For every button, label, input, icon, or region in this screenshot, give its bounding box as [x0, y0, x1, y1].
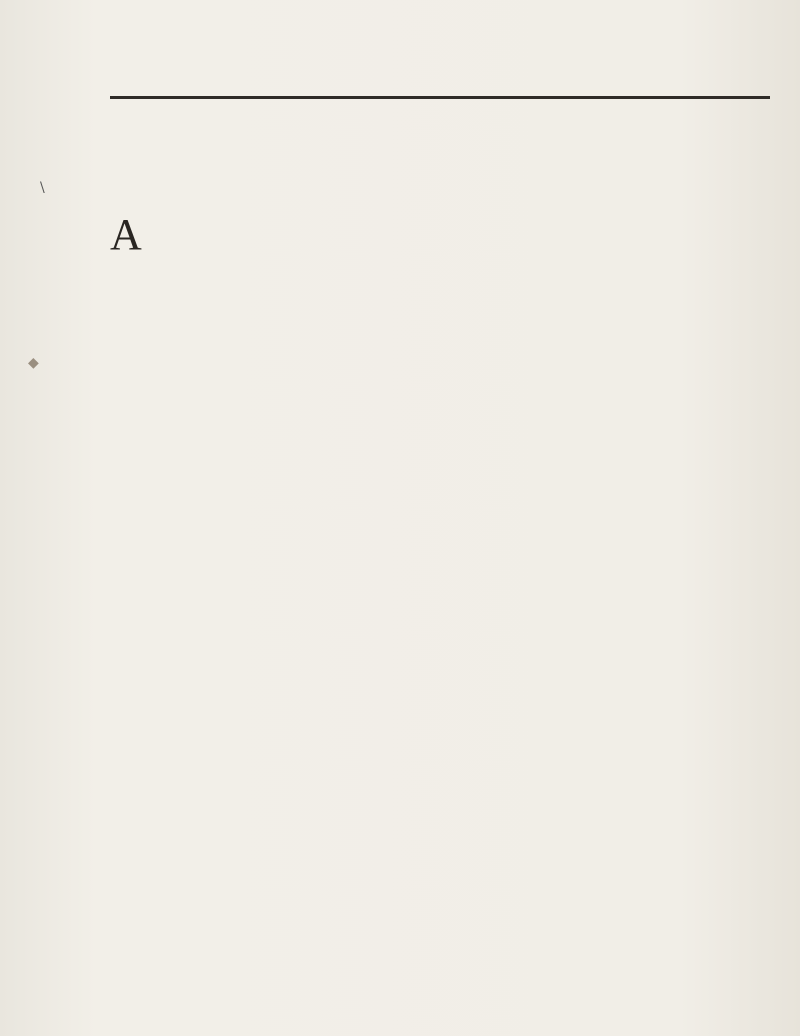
header-rule: [110, 96, 770, 99]
running-head: [110, 60, 790, 90]
drop-cap: A: [110, 210, 142, 259]
paragraph-1: [110, 210, 770, 259]
ink-spot: ◆: [28, 355, 39, 371]
margin-mark: \: [40, 180, 45, 196]
